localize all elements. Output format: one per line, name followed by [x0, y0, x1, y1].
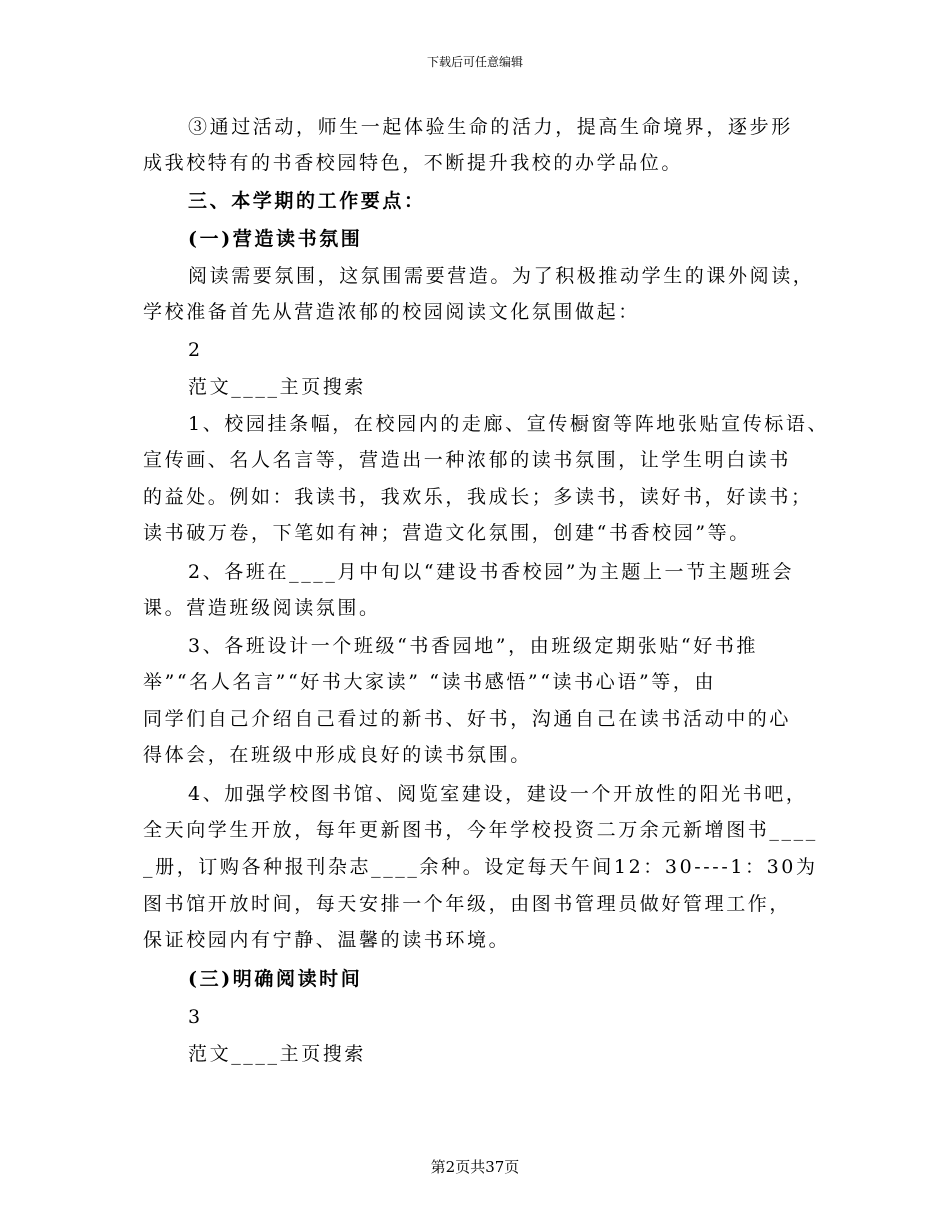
body-line: 宣传画、名人名言等，营造出一种浓郁的读书氛围，让学生明白读书 [143, 449, 792, 471]
list-item-1: 1、校园挂条幅，在校园内的走廊、宣传橱窗等阵地张贴宣传标语、 [188, 413, 830, 435]
body-line: 范文____主页搜索 [188, 1043, 367, 1065]
body-line: 成我校特有的书香校园特色，不断提升我校的办学品位。 [143, 152, 684, 174]
list-item-4: 4、加强学校图书馆、阅览室建设，建设一个开放性的阳光书吧， [188, 783, 808, 805]
body-line: 的益处。例如：我读书，我欢乐，我成长；多读书，读好书，好读书； [143, 486, 813, 508]
body-line: 图书馆开放时间，每天安排一个年级，由图书管理员做好管理工作， [143, 893, 792, 915]
body-line: 课。营造班级阅读氛围。 [143, 597, 381, 619]
section-heading: 三、本学期的工作要点： [188, 190, 426, 212]
list-item-2: 2、各班在____月中旬以“建设书香校园”为主题上一节主题班会 [188, 561, 795, 583]
body-line: 保证校园内有宁静、温馨的读书环境。 [143, 929, 511, 951]
body-line: 读书破万卷，下笔如有神；营造文化氛围，创建“书香校园”等。 [143, 522, 751, 544]
body-line: 同学们自己介绍自己看过的新书、好书，沟通自己在读书活动中的心 [143, 708, 792, 730]
page-marker: 2 [188, 339, 203, 361]
body-line: _册，订购各种报刊杂志____余种。设定每天午间12：30----1：30为 [143, 856, 818, 878]
body-line: 范文____主页搜索 [188, 376, 367, 398]
subsection-heading: (三)明确阅读时间 [188, 968, 363, 990]
body-line: 学校准备首先从营造浓郁的校园阅读文化氛围做起： [143, 301, 640, 323]
subsection-heading: (一)营造读书氛围 [188, 228, 363, 250]
page-header: 下载后可任意编辑 [426, 55, 523, 69]
body-line: 得体会，在班级中形成良好的读书氛围。 [143, 744, 532, 766]
body-line: 全天向学生开放，每年更新图书，今年学校投资二万余元新增图书____ [143, 819, 818, 841]
body-line: 阅读需要氛围，这氛围需要营造。为了积极推动学生的课外阅读， [188, 265, 815, 287]
page-marker: 3 [188, 1006, 203, 1028]
list-item-3: 3、各班设计一个班级“书香园地”，由班级定期张贴“好书推 [188, 635, 759, 657]
page-footer: 第2页共37页 [430, 1158, 520, 1176]
body-line: ③通过活动，师生一起体验生命的活力，提高生命境界，逐步形 [188, 116, 793, 138]
body-line: 举”“名人名言”“好书大家读” “读书感悟”“读书心语”等，由 [143, 671, 717, 693]
